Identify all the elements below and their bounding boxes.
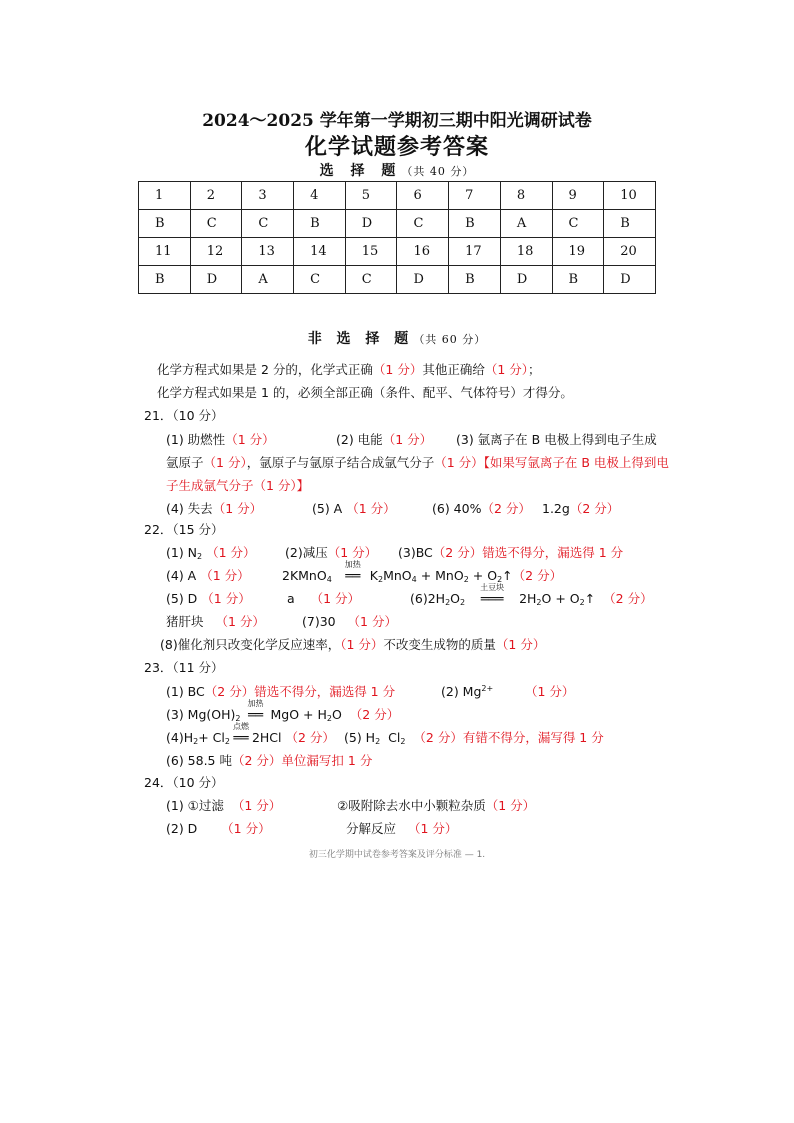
title-line2: 化学试题参考答案: [304, 134, 489, 160]
q21-line1b: (2) 电能（1 分）: [336, 432, 433, 447]
q21-line4c: (6) 40%（2 分）: [432, 501, 531, 516]
q21-line1c: (3) 氩离子在 B 电极上得到电子生成: [456, 432, 657, 447]
table-row: 11 12 13 14 15 16 17 18 19 20: [139, 238, 656, 266]
q23-equation-3: (3) $Mg(OH)_2$ 加热 ══ MgO + $H_2O$ （2 分）: [166, 699, 400, 723]
q21-header: 21．（10 分）: [144, 408, 224, 423]
q22-line2: (4) A （1 分）: [166, 568, 250, 583]
table-row: 1 2 3 4 5 6 7 8 9 10: [139, 182, 656, 210]
scoring-rule-1: 化学方程式如果是 2 分的，化学式正确（1 分）其他正确给（1 分）；: [157, 362, 541, 377]
q23-line1b: (2) $Mg^{2+}$ （1 分）: [441, 684, 575, 699]
q23-line4b: (5) $H_2$ $Cl_2$ （2 分）有错不得分，漏写得 1 分: [344, 730, 604, 746]
q21-line4d: 1.2g（2 分）: [542, 501, 620, 516]
q22-line4b: (7)30 （1 分）: [302, 614, 397, 629]
table-row: B D A C C D B D B D: [139, 266, 656, 294]
q22-line5: (8)催化剂只改变化学反应速率，（1 分）不改变生成物的质量（1 分）: [160, 637, 546, 652]
q24-line2: (2) D （1 分）: [166, 821, 271, 836]
q22-equation-1: 2KMnO$_4$ 加热 ══ $K_2MnO_4 + MnO_2$ + $O_2↑(2$ 分）: [282, 560, 563, 584]
q21-line3: 子生成氩气分子（1 分）】: [166, 478, 310, 493]
q23-line5: (6) 58.5 吨（2 分）单位漏写扣 1 分: [166, 753, 373, 768]
page-footer: 初三化学期中试卷参考答案及评分标准 — 1.: [308, 850, 486, 860]
q22-line3b: a （1 分）: [287, 591, 361, 606]
q23-header: 23．（11 分）: [144, 660, 224, 675]
q24-line2b: 分解反应 （1 分）: [346, 821, 458, 836]
q22-header: 22．（15 分）: [144, 522, 224, 537]
q23-equation-4: $(4)H_2+ Cl_2$ 点燃 ══ 2HCl （2 分）: [166, 722, 335, 746]
q22-line1c: (3)BC（2 分）错选不得分，漏选得 1 分: [398, 545, 624, 560]
q22-line4: 猪肝块 （1 分）: [166, 614, 265, 629]
q22-line1: (1) $N_2$ （1 分）: [166, 545, 256, 561]
title-line1: 2024～2025 学年第一学期初三期中阳光调研试卷: [202, 111, 592, 131]
q22-line1b: (2)减压（1 分）: [285, 545, 378, 560]
table-row: B C C B D C B A C B: [139, 210, 656, 238]
q21-line4b: (5) A （1 分）: [312, 501, 396, 516]
q23-line1: (1) BC（2 分）错选不得分，漏选得 1 分: [166, 684, 396, 699]
nonchoice-section-heading: 非 选 择 题（共 60 分）: [307, 331, 487, 347]
q24-line1b: ②吸附除去水中小颗粒杂质（1 分）: [337, 798, 536, 813]
q24-line1: (1) ①过滤 （1 分）: [166, 798, 282, 813]
q21-line1: (1) 助燃性（1 分）: [166, 432, 275, 447]
answer-table: [138, 181, 656, 294]
q24-header: 24．（10 分）: [144, 775, 224, 790]
choice-section-heading: 选 择 题（共 40 分）: [319, 163, 475, 179]
q21-line2: 氩原子（1 分），氩原子与氩原子结合成氩气分子（1 分）【如果写氩离子在 B 电极上得到电: [166, 455, 669, 470]
q22-equation-2: $(6)2H_2O_2$ 土豆块 ═══ $2H_2O$ + $O_2↑$ （2 分）: [410, 583, 653, 607]
scoring-rule-2: 化学方程式如果是 1 的，必须全部正确（条件、配平、气体符号）才得分。: [157, 385, 573, 400]
q22-line3: (5) D （1 分）: [166, 591, 251, 606]
q21-line4: (4) 失去（1 分）: [166, 501, 263, 516]
